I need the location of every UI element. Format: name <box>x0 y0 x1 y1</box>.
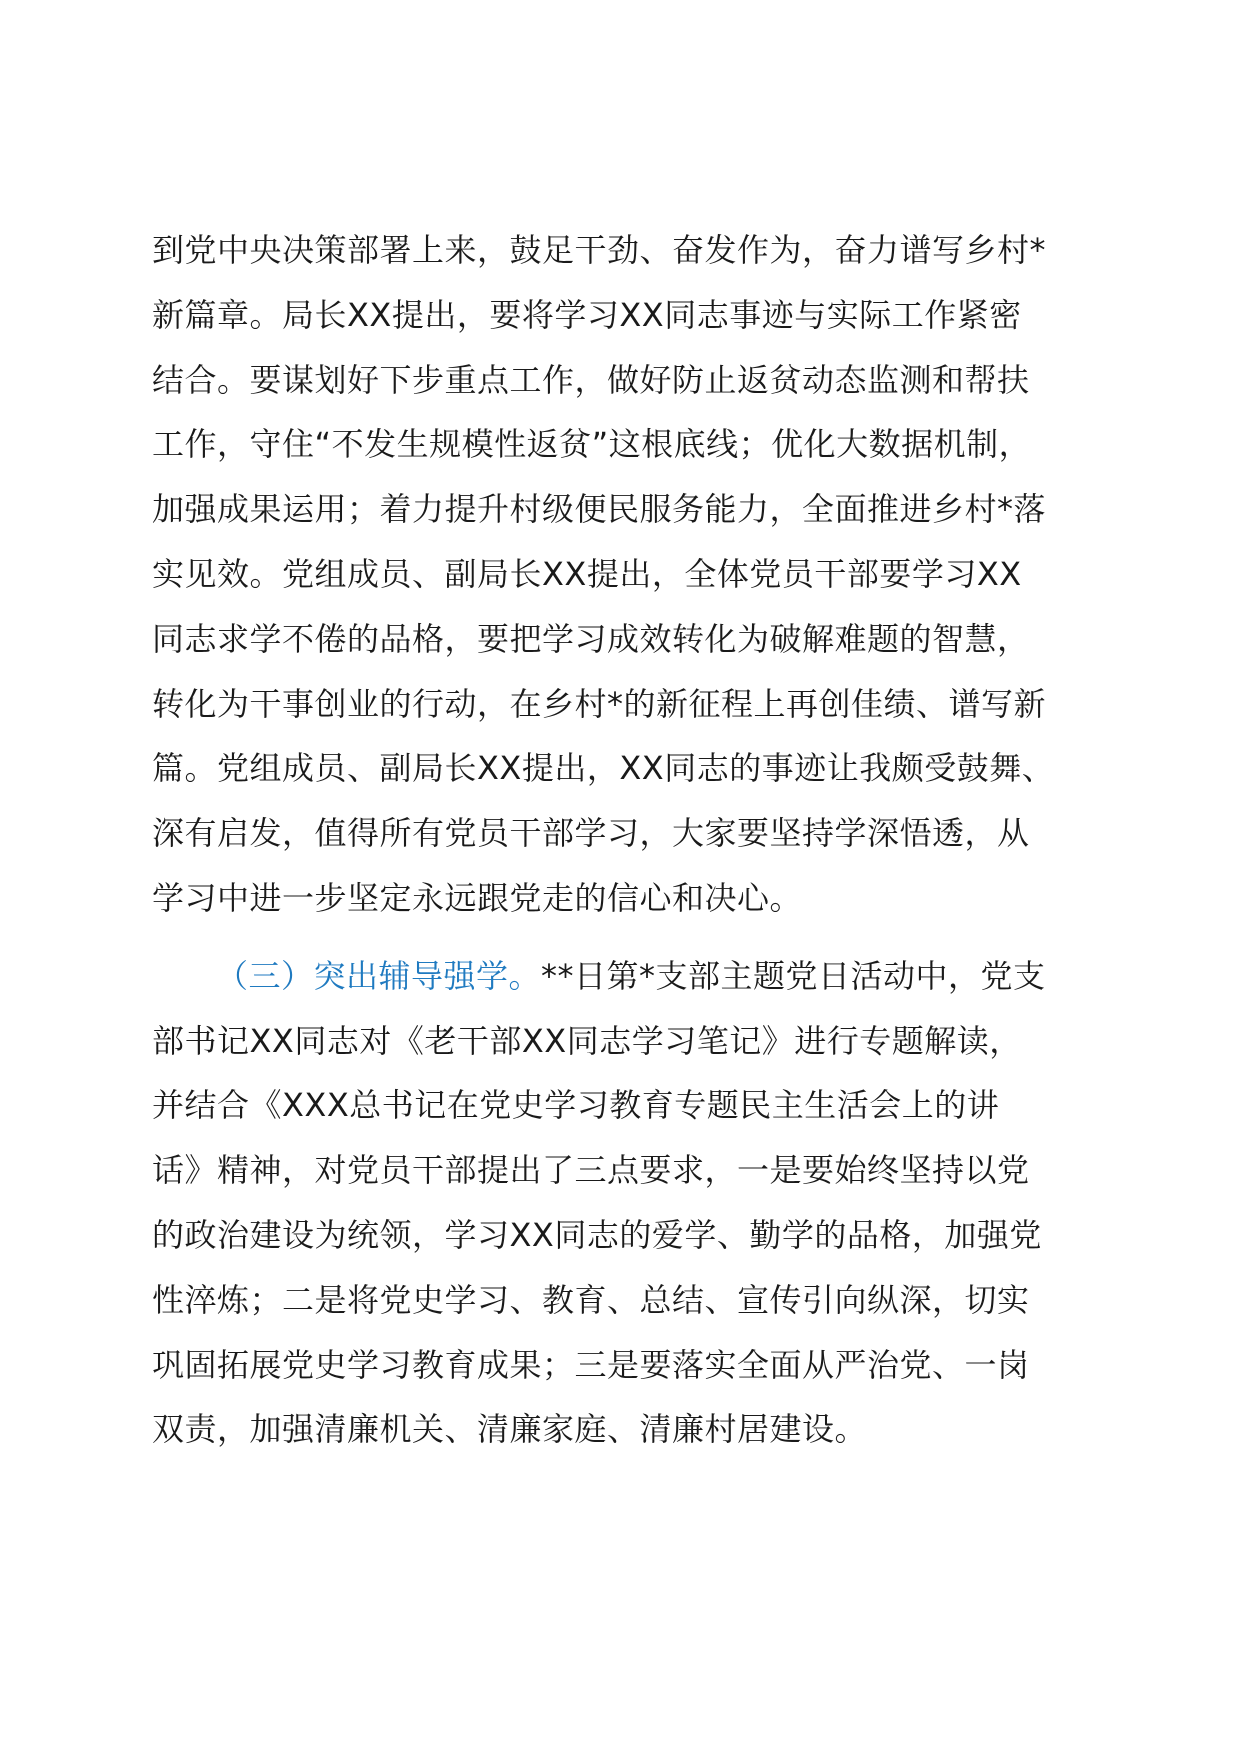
paragraph-line: 结合。要谋划好下步重点工作，做好防止返贫动态监测和帮扶 <box>152 360 1030 399</box>
paragraph-line: 深有启发，值得所有党员干部学习，大家要坚持学深悟透，从 <box>152 814 1030 853</box>
section-heading: （三）突出辅导强学。 <box>216 956 542 995</box>
paragraph-line: 性淬炼；二是将党史学习、教育、总结、宣传引向纵深，切实 <box>152 1280 1030 1319</box>
paragraph-line: 加强成果运用；着力提升村级便民服务能力，全面推进乡村*落 <box>152 490 1047 529</box>
document-body <box>152 218 1092 1462</box>
paragraph-2 <box>152 944 1092 1462</box>
paragraph-line: 部书记XX同志对《老干部XX同志学习笔记》进行专题解读， <box>152 1021 1022 1060</box>
paragraph-line: 巩固拓展党史学习教育成果；三是要落实全面从严治党、一岗 <box>152 1345 1030 1384</box>
paragraph-line: 工作，守住“不发生规模性返贫”这根底线；优化大数据机制， <box>152 425 1032 464</box>
paragraph-line: 到党中央决策部署上来，鼓足干劲、奋发作为，奋力谱写乡村* <box>152 231 1047 269</box>
paragraph-line: 学习中进一步坚定永远跟党走的信心和决心。 <box>152 878 803 917</box>
paragraph-line: 同志求学不倦的品格，要把学习成效转化为破解难题的智慧， <box>152 619 1030 658</box>
paragraph-line: 并结合《XXX总书记在党史学习教育专题民主生活会上的讲 <box>152 1086 1000 1125</box>
paragraph-line: 的政治建设为统领，学习XX同志的爱学、勤学的品格，加强党 <box>152 1215 1042 1254</box>
paragraph-line: 实见效。党组成员、副局长XX提出，全体党员干部要学习XX <box>152 554 1022 593</box>
paragraph-line: 转化为干事创业的行动，在乡村*的新征程上再创佳绩、谱写新 <box>152 684 1047 723</box>
paragraph-first-line <box>152 944 1092 1009</box>
paragraph-line: 篇。党组成员、副局长XX提出，XX同志的事迹让我颇受鼓舞、 <box>152 749 1055 788</box>
paragraph-line: 新篇章。局长XX提出，要将学习XX同志事迹与实际工作紧密 <box>152 295 1022 334</box>
paragraph-line: 话》精神，对党员干部提出了三点要求，一是要始终坚持以党 <box>152 1151 1030 1190</box>
first-line-text: **日第*支部主题党日活动中，党支 <box>541 956 1046 995</box>
paragraph-line: 双责，加强清廉机关、清廉家庭、清廉村居建设。 <box>152 1410 868 1449</box>
paragraph-1 <box>152 218 1092 931</box>
